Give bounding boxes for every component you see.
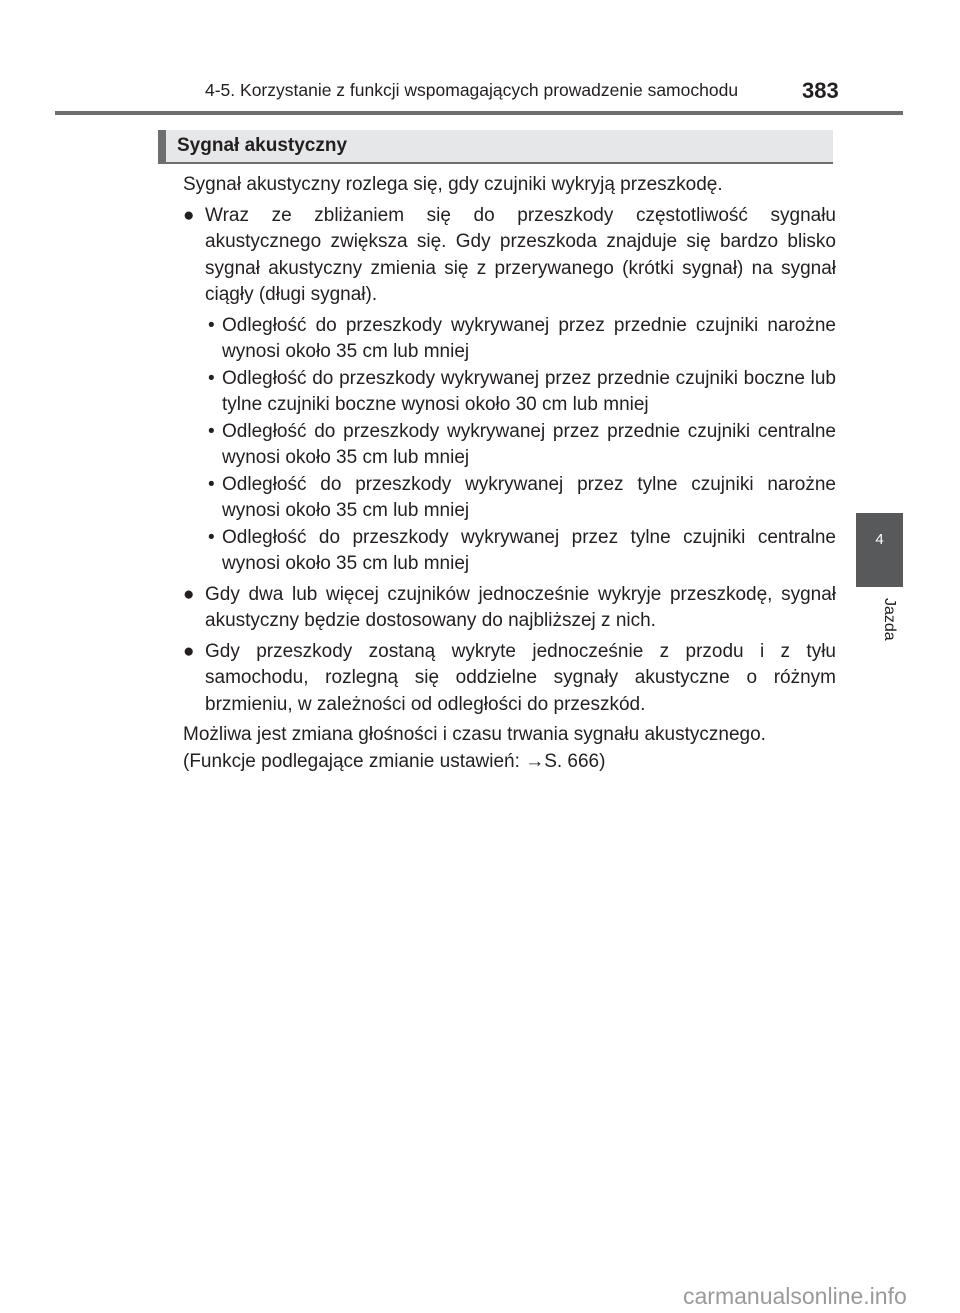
- watermark: carmanualsonline.info: [683, 1283, 907, 1309]
- sub-item: [183, 472, 836, 525]
- sub-bullet-icon: •: [208, 526, 215, 548]
- bullet-text: Wraz ze zbliżaniem się do przeszkody częstotliwość sygnału akustycznego zwiększa się. Gdy przeszkoda znajduje się bardzo blisko sygnał akustyczny zmienia się z przerywanego (krótki sygnał) na sygnał ciągły (długi sygnał).: [205, 204, 836, 305]
- header-rule: [55, 111, 903, 115]
- sub-bullet-icon: •: [208, 367, 215, 389]
- arrow-icon: →: [525, 750, 545, 772]
- body-text: [183, 172, 836, 775]
- sub-item-text: Odległość do przeszkody wykrywanej przez przednie czujniki boczne lub tylne czujniki boczne wynosi około 30 cm lub mniej: [222, 367, 836, 415]
- intro-paragraph: Sygnał akustyczny rozlega się, gdy czujniki wykryją przeszkodę.: [183, 174, 723, 195]
- closing-paragraph: [183, 722, 836, 775]
- bullet-item: [183, 639, 836, 719]
- sub-item: [183, 313, 836, 366]
- sub-item-text: Odległość do przeszkody wykrywanej przez tylne czujniki narożne wynosi około 35 cm lub mniej: [222, 473, 836, 521]
- section-title: Sygnał akustyczny: [177, 135, 348, 156]
- sub-item-text: Odległość do przeszkody wykrywanej przez przednie czujniki centralne wynosi około 35 cm lub mniej: [222, 420, 836, 468]
- sub-item: [183, 419, 836, 472]
- bullet-icon: ●: [183, 640, 195, 662]
- page-reference-link[interactable]: S. 666): [544, 750, 606, 772]
- sub-item-text: Odległość do przeszkody wykrywanej przez przednie czujniki narożne wynosi około 35 cm lub mniej: [222, 314, 836, 362]
- sub-item: [183, 366, 836, 419]
- bullet-icon: ●: [183, 583, 195, 605]
- chapter-tab[interactable]: 4: [856, 513, 903, 587]
- bullet-item: [183, 582, 836, 635]
- sub-bullet-icon: •: [208, 314, 215, 336]
- closing-line-prefix: (Funkcje podlegające zmianie ustawień:: [183, 750, 526, 772]
- bullet-item: [183, 203, 836, 309]
- bullet-icon: ●: [183, 204, 195, 226]
- running-header: 4-5. Korzystanie z funkcji wspomagających prowadzenie samochodu: [205, 80, 739, 100]
- sub-bullet-icon: •: [208, 473, 215, 495]
- page-number: 383: [802, 78, 839, 103]
- section-heading: [158, 130, 833, 164]
- sub-item-text: Odległość do przeszkody wykrywanej przez tylne czujniki centralne wynosi około 35 cm lub mniej: [222, 526, 836, 574]
- sub-item: [183, 525, 836, 578]
- bullet-text: Gdy dwa lub więcej czujników jednocześnie wykryje przeszkodę, sygnał akustyczny będzie dostosowany do najbliższej z nich.: [205, 583, 836, 631]
- chapter-label: Jazda: [881, 598, 898, 641]
- section-heading-accent: [158, 130, 166, 164]
- bullet-text: Gdy przeszkody zostaną wykryte jednocześnie z przodu i z tyłu samochodu, rozlegną się oddzielne sygnały akustyczne o różnym brzmieniu, w zależności od odległości do przeszkód.: [205, 640, 836, 715]
- closing-line: Możliwa jest zmiana głośności i czasu trwania sygnału akustycznego.: [183, 724, 766, 745]
- sub-bullet-icon: •: [208, 420, 215, 442]
